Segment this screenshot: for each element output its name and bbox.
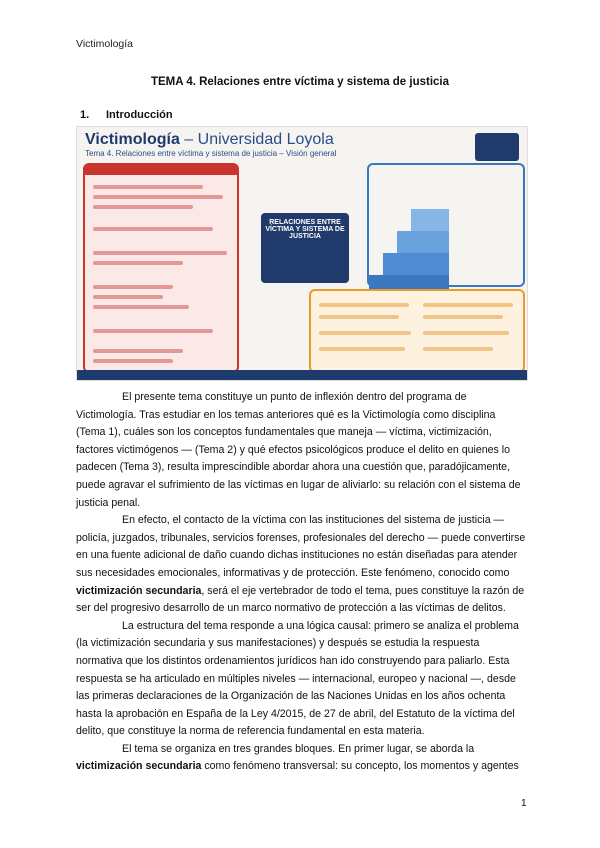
paragraph-1: El presente tema constituye un punto de inflexión dentro del programa de Victimología. Tras estudiar en los temas anteriores qué es la Victimología como disciplina (Tema 1), cuáles son los conceptos fundamentales que maneja — víctima, victimización, factores victimógenos — (Tema 2) y qué efectos psicológicos produce el delito en quienes lo padecen (Tema 3), resulta imprescindible abordar ahora una cuestión que, paradójicamente, puede agravar el sufrimiento de las víctimas en lugar de aliviarlo: su relación con el sistema de justicia penal. — [76, 391, 521, 509]
running-header: Victimología — [76, 38, 134, 50]
university-logo — [475, 133, 519, 161]
section-heading — [80, 109, 173, 121]
paragraph-3: La estructura del tema responde a una lógica causal: primero se analiza el problema (la victimización secundaria y sus manifestaciones) y después se estudia la respuesta normativa que los distintos ordenamientos jurídicos han ido construyendo para paliarlo. Esta respuesta se ha articulado en múltiples niveles — internacional, europeo y nacional —, desde las primeras declaraciones de la Organización de las Naciones Unidas en los años ochenta hasta la aprobación en España de la Ley 4/2015, de 27 de abril, del Estatuto de la víctima del delito, que constituye la norma de referencia fundamental en esta materia. — [76, 619, 519, 738]
document-title: TEMA 4. Relaciones entre víctima y sistema de justicia — [150, 76, 450, 88]
paragraph-4: El tema se organiza en tres grandes bloques. En primer lugar, se aborda la victimización secundaria como fenómeno transversal: su concepto, los momentos y agentes — [76, 742, 519, 773]
instruments-panel — [309, 289, 525, 373]
problem-panel — [83, 163, 239, 373]
paragraph-2: En efecto, el contacto de la víctima con las instituciones del sistema de justicia — policía, juzgados, tribunales, servicios forenses, profesionales del derecho — puede convertirse en una fuente adicional de daño cuando dichas instituciones no están diseñadas para atender sus necesidades emocionales, informativas y de protección. Este fenómeno, conocido como victimización secundaria, será el eje vertebrador de todo el tema, pues constituye la razón de ser del progresivo desarrollo de un marco normativo de protección a las víctimas de delitos. — [76, 514, 526, 615]
figure-footer-bar — [77, 370, 527, 380]
page-number: 1 — [521, 798, 527, 809]
infographic-figure — [76, 126, 528, 381]
figure-subheading: Tema 4. Relaciones entre víctima y sistema de justicia – Visión general — [85, 149, 337, 158]
body-text — [76, 389, 526, 776]
central-box-label: RELACIONES ENTRE VÍCTIMA Y SISTEMA DE JUSTICIA — [265, 219, 345, 240]
figure-heading: Victimología – Universidad Loyola — [85, 131, 334, 148]
stairs-graphic — [369, 187, 449, 297]
section-number: 1. — [80, 109, 90, 121]
section-title: Introducción — [106, 109, 173, 121]
